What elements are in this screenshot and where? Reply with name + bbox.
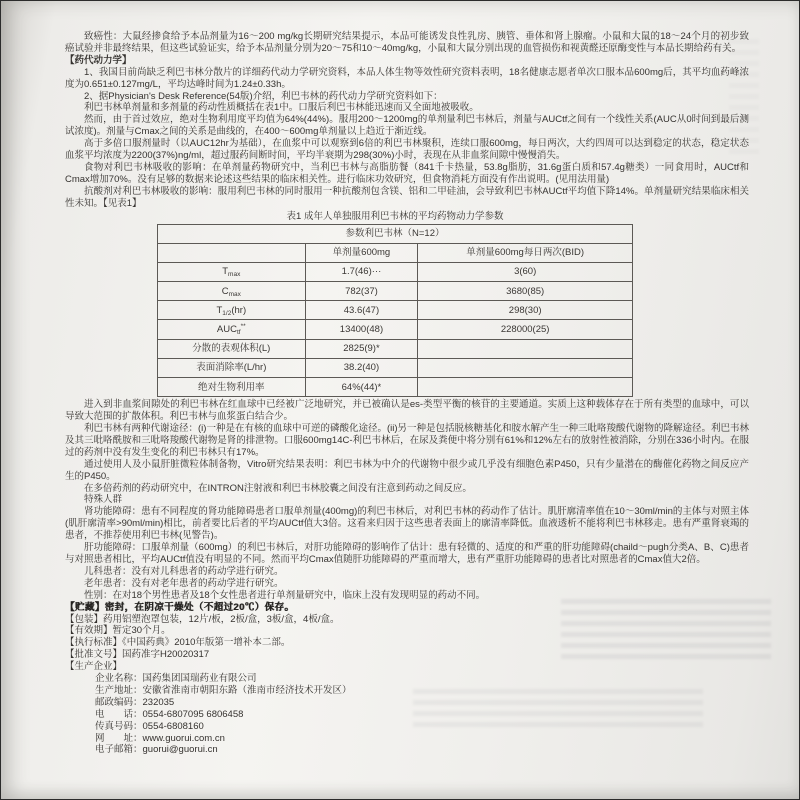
gender-paragraph: 性别：在对18个男性患者及18个女性患者进行单剂量研究中，临床上没有发现明显的药动不同。 [84,589,486,601]
elderly-paragraph: 老年患者：没有对老年患者的药动学进行研究。 [84,577,284,589]
pediatric-paragraph: 儿科患者：没有对儿科患者的药动学进行研究。 [84,565,284,577]
company-postcode-line: 邮政编码：232035 [95,696,175,708]
storage-line: 【贮藏】密封，在阴凉干燥处（不超过20℃）保存。 [65,601,295,613]
company-phone-line: 电 话：0554-6807095 6806458 [95,708,244,720]
value-cell [418,358,633,377]
company-website-line: 网 址：www.guorui.com.cn [95,732,225,744]
company-name-line: 企业名称：国药集团国瑞药业有限公司 [95,673,257,685]
table-row [158,378,633,397]
company-address-line: 生产地址：安徽省淮南市朝阳东路（淮南市经济技术开发区） [95,684,352,696]
value-cell: 43.6(47) [305,301,418,320]
value-cell: 298(30) [418,301,633,320]
table-header-row [158,243,633,262]
pk-paragraph: 抗酸剂对利巴韦林吸收的影响：服用利巴韦林的同时服用一种抗酸剂包含镁、铝和二甲硅油，会导致利巴韦林AUCtf平均值下降14%。单剂量研究结果临床相关性未知。【见表1】 [65,185,749,209]
value-cell: 1.7(46)··· [305,262,418,281]
value-cell: 782(37) [305,282,418,301]
param-cell: 表面消除率(L/hr) [158,358,306,377]
param-cell: $T_{max}$ [158,262,306,281]
param-cell: 分散的表观体积(L) [158,339,306,358]
single-dose-header-cell: 单剂量600mg [305,243,418,262]
standard-line: 【执行标准】《中国药典》2010年版第一增补本二部。 [65,637,291,649]
validity-line: 【有效期】暂定30个月。 [65,625,171,637]
value-cell: 3680(85) [418,282,633,301]
intron-paragraph: 在多倍药剂的药动研究中，在INTRON注射液和利巴韦林胶囊之间没有注意到药动之间反应。 [84,482,472,494]
manufacturer-heading: 【生产企业】 [65,661,123,673]
param-header-cell [158,243,306,262]
table-row [158,358,633,377]
hepatic-impairment-paragraph: 肝功能障碍：口服单剂量（600mg）的利巴韦林后，对肝功能障碍的影响作了估计：患有轻微的、适度的和严重的肝功能障碍(chaild～pugh分类A、B、C)患者与对照患者相比，平均AUCtf值没有明显的不同。然而平均Cmax值随肝功能障碍的严重而增大，患有严重肝功能障碍的患者比对照患者的Cmax值大2倍。 [65,542,749,565]
pk-paragraph: 1、我国目前尚缺乏利巴韦林分散片的详细药代动力学研究资料，本品人体生物等效性研究资料表明，18名健康志愿者单次口服本品600mg后，其平均血药峰浓度为0.651±0.127mg/L，平均达峰时间为1.24±0.33h。 [65,66,749,90]
approval-number-line: 【批准文号】国药准字H20020317 [65,649,210,661]
carcinogenicity-paragraph: 致癌性：大鼠经掺食给予本品剂量为16～200 mg/kg长期研究结果提示，本品可能诱发良性乳房、胰管、垂体和肾上腺瘤。小鼠和大鼠的18～24个月的初步致癌试验并非最终结果，但这些试验证实，给予本品剂量分别为20～75和10～40mg/kg，小鼠和大鼠分别出现的血管损伤和视黄醛还原酶变性与本品长期给药有关。 [65,31,749,54]
pk-paragraph: 然而，由于首过效应，绝对生物利用度平均值为64%(44%)。服用200～1200mg的单剂量利巴韦林后，剂量与AUCtf之间有一个线性关系(AUC从0时间到最后测试浓度)。剂量与Cmax之间的关系是曲线的，在400～600mg单剂量以上趋近于渐近线。 [65,114,749,138]
pharmacokinetic-parameters-table [157,224,633,398]
value-cell: 3(60) [418,262,633,281]
metabolism-paragraph: 利巴韦林有两种代谢途径：(i)一种是在有核的血球中可逆的磷酸化途径。(ii)另一种是包括脱核糖基化和胺水解产生一种三吡咯羧酸代谢物的降解途径。利巴韦林及其三吡咯酰胺和三吡咯羧酸代谢物是肾的排泄物。口服600mg14C-利巴韦林后，在尿及粪便中将分别有61%和12%左右的放射性被消除，分别在336小时内。在服过的药剂中没有发生变化的利巴韦林只有17%。 [65,423,749,458]
table-row [158,301,633,320]
packaging-line: 【包装】药用铝塑泡罩包装，12片/板，2板/盒，3板/盒，4板/盒。 [65,613,340,625]
vitro-paragraph: 通过使用人及小鼠肝脏微粒体制备物，Vitro研究结果表明：利巴韦林为中介的代谢物中很少或几乎没有细胞色素P450，只有少量潜在的酶催化药物之间反应产生的P450。 [65,458,749,482]
value-cell: 2825(9)* [305,339,418,358]
value-cell [418,339,633,358]
value-cell: 13400(48) [305,320,418,339]
bid-dose-header-cell: 单剂量600mg每日两次(BID) [418,243,633,262]
pk-paragraph: 2、据Physician's Desk Reference(54版)介绍，利巴韦林的药代动力学研究资料如下： [84,90,443,102]
value-cell: 64%(44)* [305,378,418,397]
distribution-paragraph: 进入到非血浆间隙处的利巴韦林在红血球中已经被广泛地研究，并已被确认是es-类型平衡的核苷的主要通道。实质上这种载体存在于所有类型的血球中，可以导致大范围的扩散体积。利巴韦林与血浆蛋白结合少。 [65,399,749,423]
value-cell: 228000(25) [418,320,633,339]
company-email-line: 电子邮箱：guorui@guorui.cn [95,744,218,756]
table-row [158,282,633,301]
table-row [158,262,633,281]
pk-paragraph: 利巴韦林单剂量和多剂量的药动性质概括在表1中。口服后利巴韦林能迅速而又全面地被吸收。 [84,102,479,114]
table-title-row [158,224,633,243]
param-cell: $C_{max}$ [158,282,306,301]
table-row [158,320,633,339]
special-populations-heading: 特殊人群 [84,494,123,506]
pk-paragraph: 食物对利巴韦林吸收的影响：在单剂量药物研究中，当利巴韦林与高脂肪餐（841千卡热量，53.8g脂肪，31.6g蛋白质和57.4g糖类）一同食用时，AUCtf和Cmax增加70%。没有足够的数据来论述这些结果的临床相关性。进行临床功效研究，但食物消耗方面没有作出说明。(见用法用量) [65,161,749,185]
value-cell: 38.2(40) [305,358,418,377]
value-cell [418,378,633,397]
table-row [158,339,633,358]
param-cell: $AUC_{tf}^{**}$ [158,320,306,339]
pk-paragraph: 高于多倍口服剂量时（以AUC12hr为基础），在血浆中可以观察到6倍的利巴韦林聚积，连续口服600mg，每日两次，大约四周可以达到稳定的状态，稳定状态血浆平均浓度为2200(37%)ng/ml，超过服药间断时间，平均半衰期为298(30%)小时，表现在从非血浆间隙中慢慢消失。 [65,138,749,162]
leaflet-content [65,31,749,756]
pharmacokinetics-heading: 【药代动力学】 [65,54,132,66]
param-cell: $T_{1/2}(hr)$ [158,301,306,320]
company-fax-line: 传真号码：0554-6808160 [95,720,204,732]
renal-impairment-paragraph: 肾功能障碍：患有不同程度的肾功能障碍患者口服单剂量(400mg)的利巴韦林后，对利巴韦林的药动作了估计。肌肝廓清率值在10～30ml/min的主体与对照主体(肌肝廓清率>90ml/min)相比，前者要比后者的平均AUCtf值大3倍。这看来归因于这些患者表面上的廓清率降低。血液透析不能将利巴韦林移走。患有严重肾衰竭的患者，不推荐使用利巴韦林(见警告)。 [65,506,749,542]
param-cell: 绝对生物利用率 [158,378,306,397]
table-caption: 表1 成年人单独服用利巴韦林的平均药物动力学参数 [286,210,504,222]
table-title-cell: 参数利巴韦林（N=12） [158,224,633,243]
